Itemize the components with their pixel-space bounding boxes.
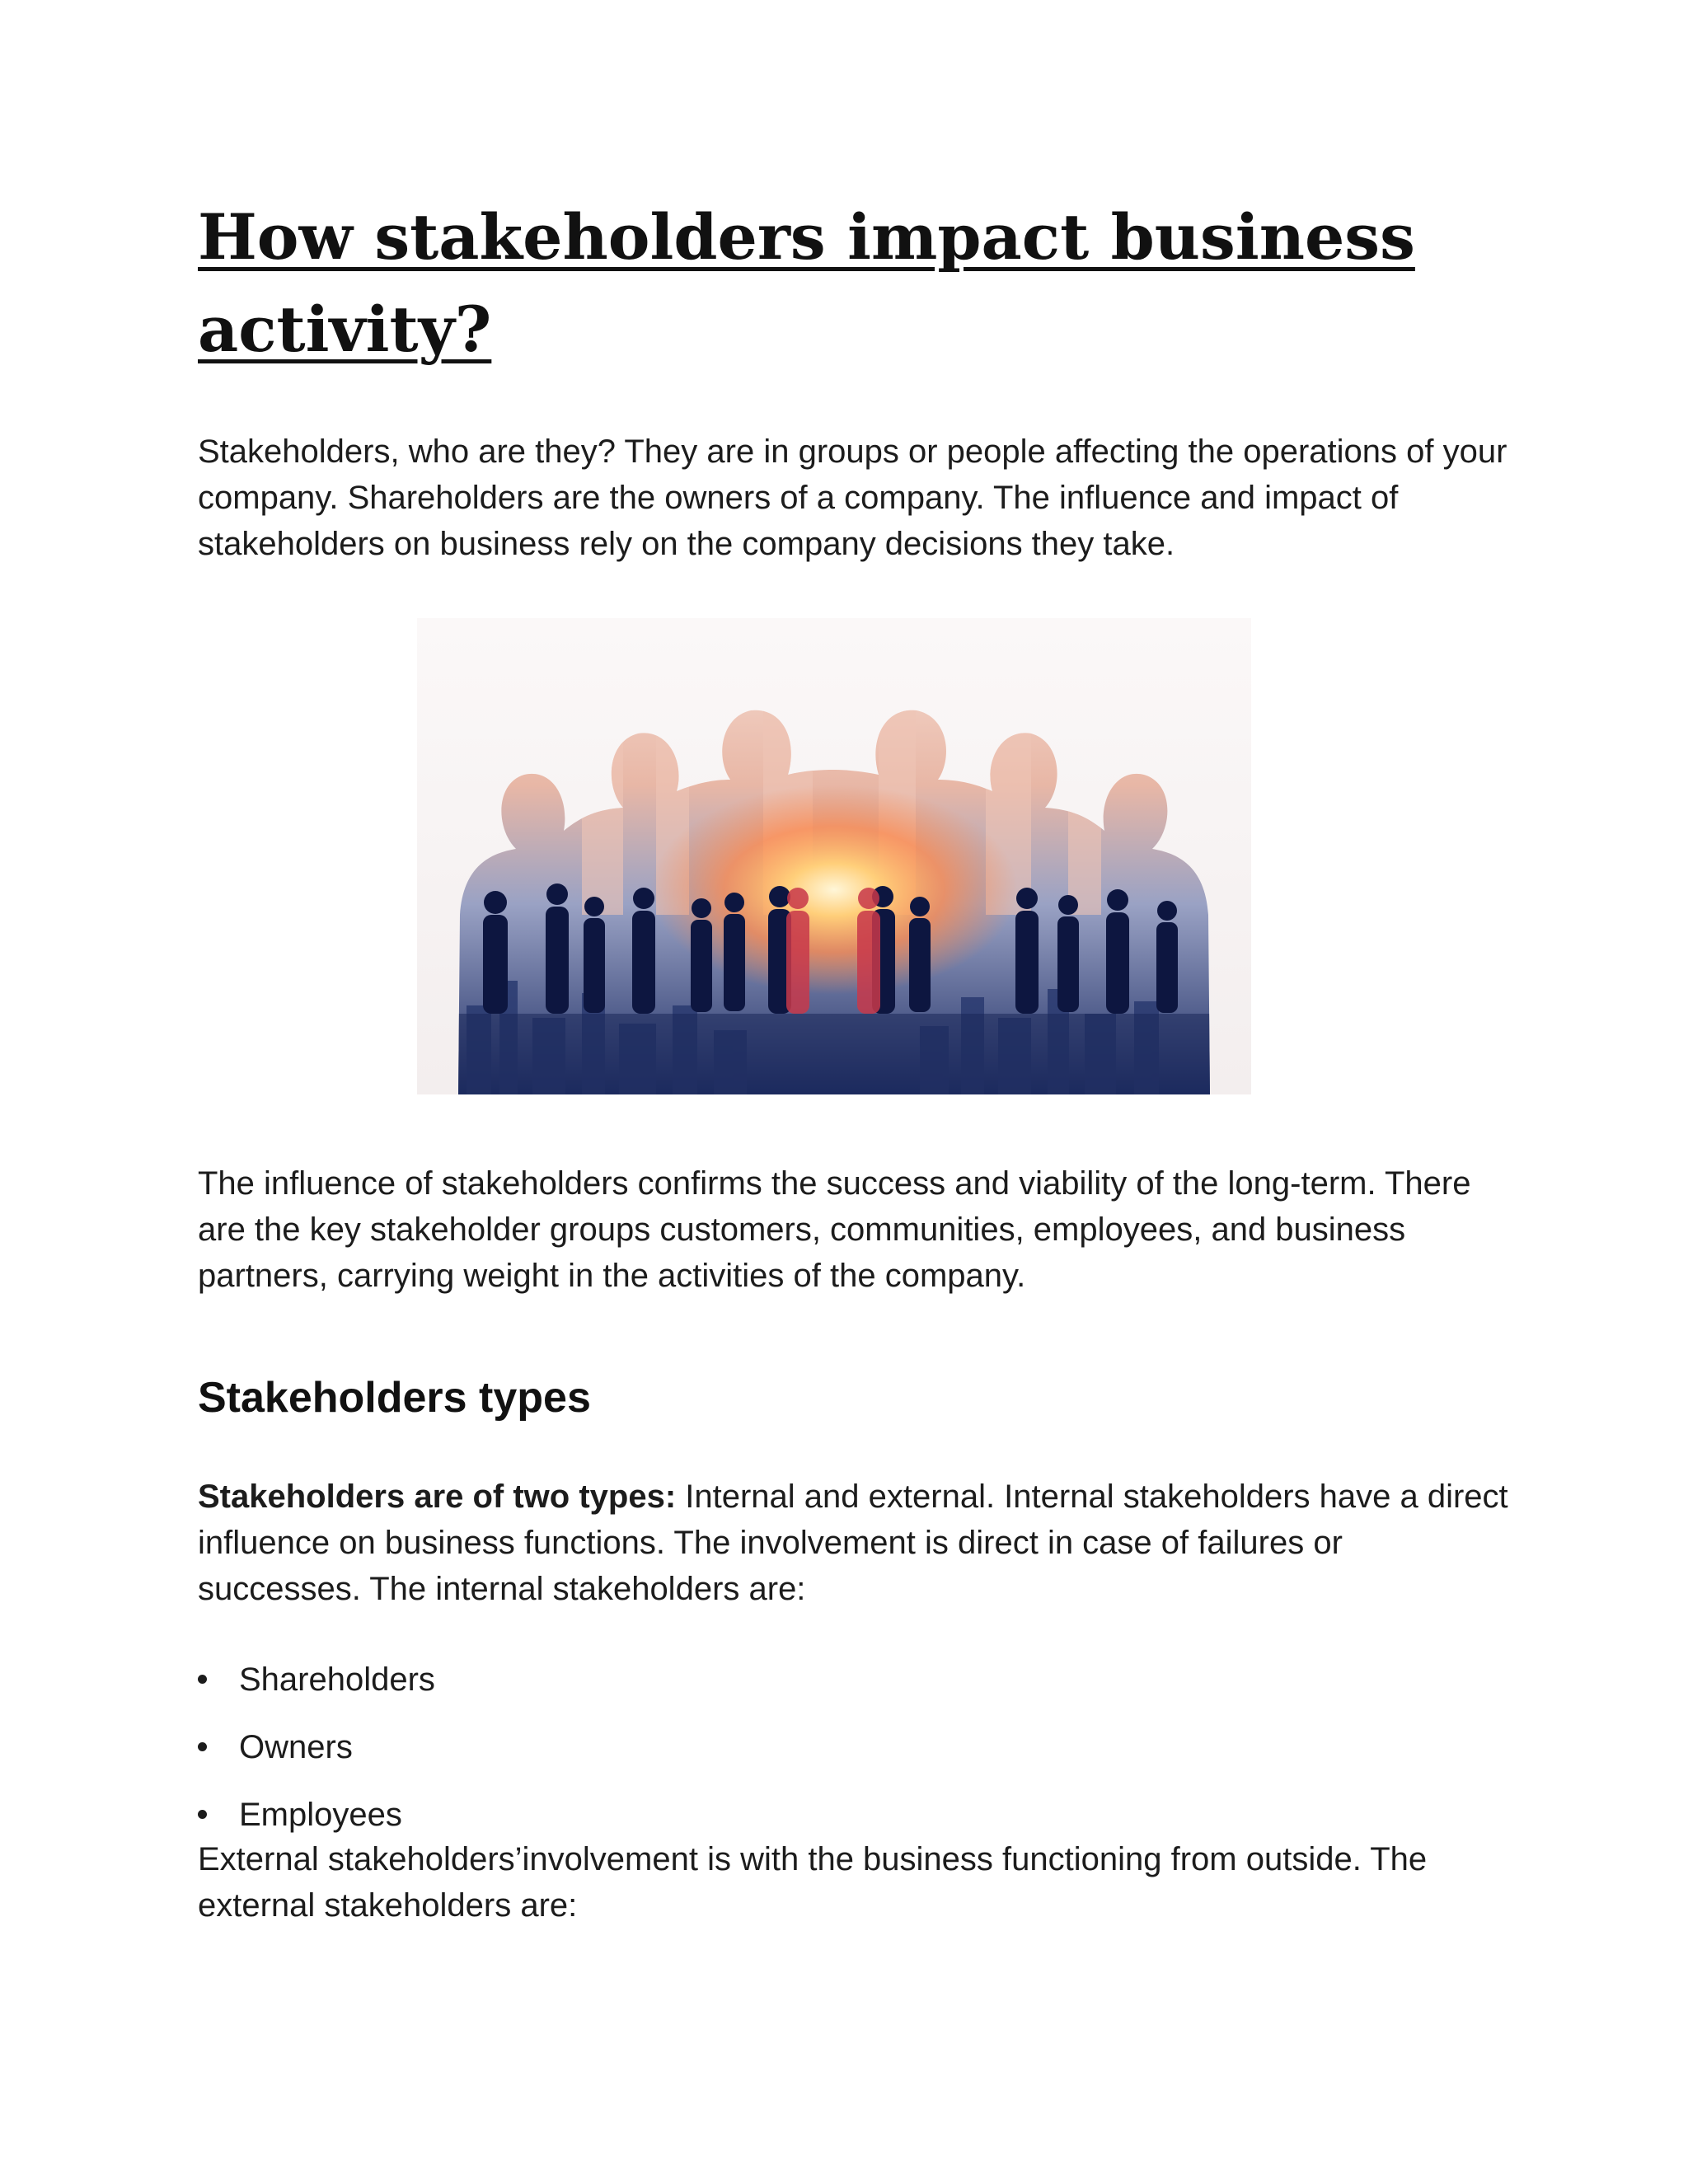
list-item-label: Shareholders [239,1661,435,1698]
bullet-icon [198,1675,207,1684]
stakeholders-silhouette-image [417,618,1251,1094]
list-item [198,1724,435,1792]
list-item-label: Owners [239,1729,353,1765]
bullet-icon [198,1810,207,1819]
internal-stakeholders-list [198,1657,435,1859]
stakeholder-types-heading: Stakeholders types [198,1374,591,1422]
external-stakeholders-paragraph: External stakeholders’involvement is with the business functioning from outside. The external stakeholders are: [198,1841,1428,1924]
stakeholder-types-lead: Stakeholders are of two types: [198,1479,677,1515]
intro-paragraph: Stakeholders, who are they? They are in groups or people affecting the operations of your company. Shareholders are the owners of a company. The influence and impact of stakeholders on business rely on the company decisions they take. [198,434,1507,562]
list-item [198,1657,435,1724]
bullet-icon [198,1742,207,1751]
stakeholder-types-paragraph [198,1474,1508,1612]
list-item-label: Employees [239,1797,402,1833]
stakeholder-types-body: Internal and external. Internal stakeholders have a direct influence on business functions. The involvement is direct in case of failures or successes. The internal stakeholders are: [198,1479,1508,1607]
influence-paragraph: The influence of stakeholders confirms the success and viability of the long-term. There are the key stakeholder groups customers, communities, employees, and business partners, carrying weight in the activities of the company. [198,1165,1471,1294]
page-title: How stakeholders impact business activity? [198,200,1415,366]
